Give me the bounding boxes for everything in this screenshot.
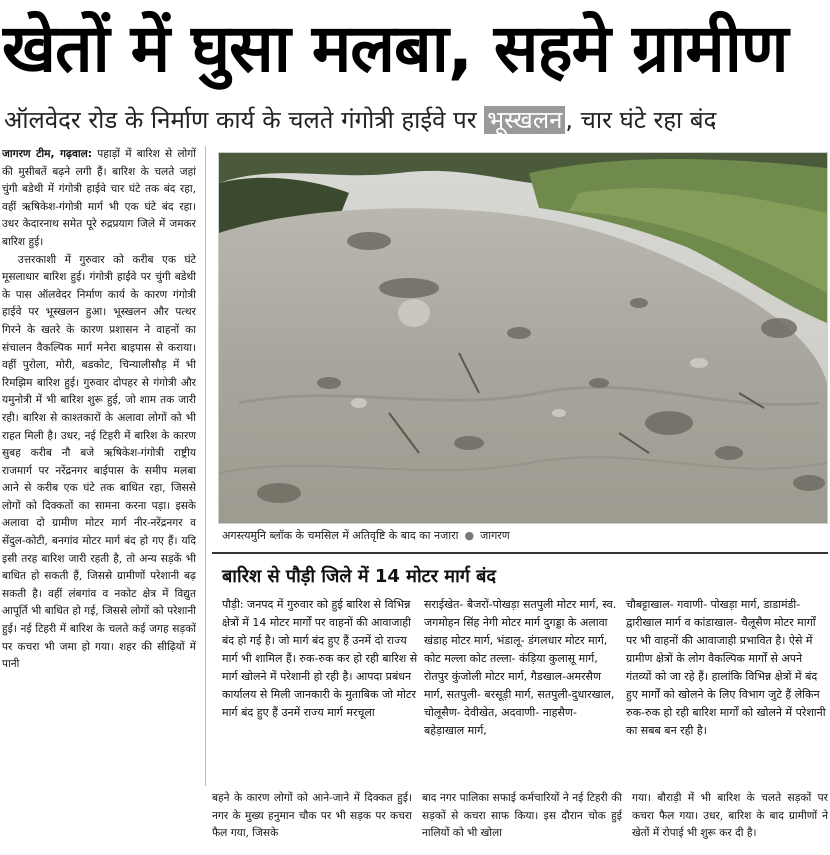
sidebar-column-2: सराईखेत- बैजरों-पोखड़ा सतपुली मोटर मार्ग, स्व. जगमोहन सिंह नेगी मोटर मार्ग दुगड्डा के अलावा खंडाह मोटर मार्ग, भंडालू- डंगलधार मोटर मार्ग, कोट मल्ला कोट तल्ला- कंड़िया कुलासू मार्ग, रोतपुर कुंजोली मोटर मार्ग, गैडखाल-अमरसैण मार्ग, सतपुली- बरसूड़ी मार्ग, सतपुली-दुधारखाल, चोलूसैण- देवीखेत, अदवाणी- नाहसैण- बहेड़ाखाल मार्ग, [424, 598, 617, 737]
article-bottom-3: गया। बौराड़ी में भी बारिश के चलते सड़कों पर कचरा फैल गया। उधर, बारिश के बाद ग्रामीणों ने खेतों में रोपाई भी शुरू कर दी है। [632, 792, 828, 840]
subheadline-highlight: भूस्खलन [484, 106, 565, 134]
article-para-1: पहाड़ों में बारिश से लोगों की मुसीबतें बढ़ने लगी हैं। बारिश के चलते जहां चुंगी बडेथी में गंगोत्री हाईवे चार घंटे तक बंद रहा, वहीं ऋषिकेश-गंगोत्री मार्ग भी एक घंटे बंद रहा। उधर केदारनाथ समेत पूरे रुद्रप्रयाग जिले में जमकर बारिश हुई। [2, 148, 196, 248]
article-bottom-1: बहने के कारण लोगों को आने-जाने में दिक्कत हुई। नगर के मुख्य हनुमान चौक पर भी सड़क पर कचरा फैल गया, जिसके [212, 792, 412, 840]
article-bottom-2: बाद नगर पालिका सफाई कर्मचारियों ने नई टिहरी की सड़कों से कचरा साफ किया। इस दौरान चोक हुई नालियों को भी खोला [422, 792, 622, 840]
article-column-left [2, 146, 196, 852]
article-para-2: उत्तरकाशी में गुरुवार को करीब एक घंटे मूसलाधार बारिश हुई। गंगोत्री हाईवे पर चुंगी बडेथी के पास ऑलवेदर निर्माण कार्य के कारण गंगोत्री हाईवे पर भूस्खलन हुआ। भूस्खलन और पत्थर गिरने के खतरे के कारण प्रशासन ने वाहनों का संचालन वैकल्पिक मार्ग मनेरा बाइपास से कराया। वहीं पुरोला, मोरी, बडकोट, चिन्यालीसौड़ में भी रिमझिम बारिश हुई। गुरुवार दोपहर से गंगोत्री और यमुनोत्री में भी बारिश शुरू हुई, जो शाम तक जारी रही। बारिश से काश्तकारों के अलावा लोगों को भी राहत मिली है। उधर, नई टिहरी में बारिश के कारण सुबह करीब नौ बजे ऋषिकेश-गंगोत्री राष्ट्रीय राजमार्ग पर नरेंद्रनगर बाईपास के समीप मलबा आने से करीब एक घंटे तक बाधित रहा, जिससे लोगों को दिक्कतों का सामना करना पड़ा। इसके अलावा दो ग्रामीण मोटर मार्ग नीर-नरेंद्रनगर व सेंदुल-कोटी, बनगांव मोटर मार्ग बंद हो गए हैं। यदि इसी तरह बारिश जारी रहती है, तो अन्य सड़कें भी बाधित हो सकती हैं, जिससे ग्रामीणों परेशानी बढ़ सकती है। वहीं लंबगांव व नकोट क्षेत्र में विद्युत आपूर्ति भी बाधित हो गई, जिससे लोगों को परेशानी हुई। नई टिहरी में बारिश के चलते कई जगह सड़कों पर कचरा भी जमा हो गया। शहर की सीढ़ियों में पानी [2, 253, 196, 671]
caption-bullet-icon: ● [464, 529, 475, 542]
column-divider [205, 146, 206, 786]
subheadline-start: ऑलवेदर रोड के निर्माण कार्य के चलते गंगोत्री हाईवे पर [4, 106, 485, 134]
sidebar-title: बारिश से पौड़ी जिले में 14 मोटर मार्ग बंद [222, 566, 496, 587]
headline: खेतों में घुसा मलबा, सहमे ग्रामीण [2, 10, 788, 87]
article-lead [2, 146, 196, 252]
photo-caption-text: अगस्त्यमुनि ब्लॉक के चमसिल में अतिवृष्टि के बाद का नजारा [222, 529, 459, 542]
subheadline-end: , चार घंटे रहा बंद [565, 106, 717, 134]
sidebar-column-3: चौबट्टाखाल- गवाणी- पोखड़ा मार्ग, डाडामंडी- द्वारीखाल मार्ग व कांडाखाल- चैलूसैण मोटर मार्गों पर भी वाहनों की आवाजाही प्रभावित है। ऐसे में ग्रामीण क्षेत्रों के लोग वैकल्पिक मार्गों से अपने गंतव्यों को जा रहे हैं। हालांकि विभिन्न क्षेत्रों में बंद हुए मार्गों को खोलने के लिए विभाग जुटे हैं लेकिन रुक-रुक हो रही बारिश मार्गों को खोलने में परेशानी का सबब बन रही है। [626, 598, 826, 737]
byline: जागरण टीम, गढ़वाल: [2, 148, 93, 160]
landslide-photo [218, 152, 828, 524]
photo-credit: जागरण [480, 529, 510, 542]
photo-caption [222, 526, 822, 546]
subheadline [4, 100, 826, 140]
sidebar-column-1: पौड़ी: जनपद में गुरुवार को हुई बारिश से विभिन्न क्षेत्रों में 14 मोटर मार्गों पर वाहनों की आवाजाही बंद हो गई है। जो मार्ग बंद हुए हैं उनमें दो राज्य मार्ग भी शामिल हैं। रुक-रुक कर हो रही बारिश से मार्ग खोलने में परेशानी हो रही है। आपदा प्रबंधन कार्यालय से मिली जानकारी के मुताबिक जो मोटर मार्ग बंद हुए हैं उनमें राज्य मार्ग मरचूला [222, 598, 418, 719]
